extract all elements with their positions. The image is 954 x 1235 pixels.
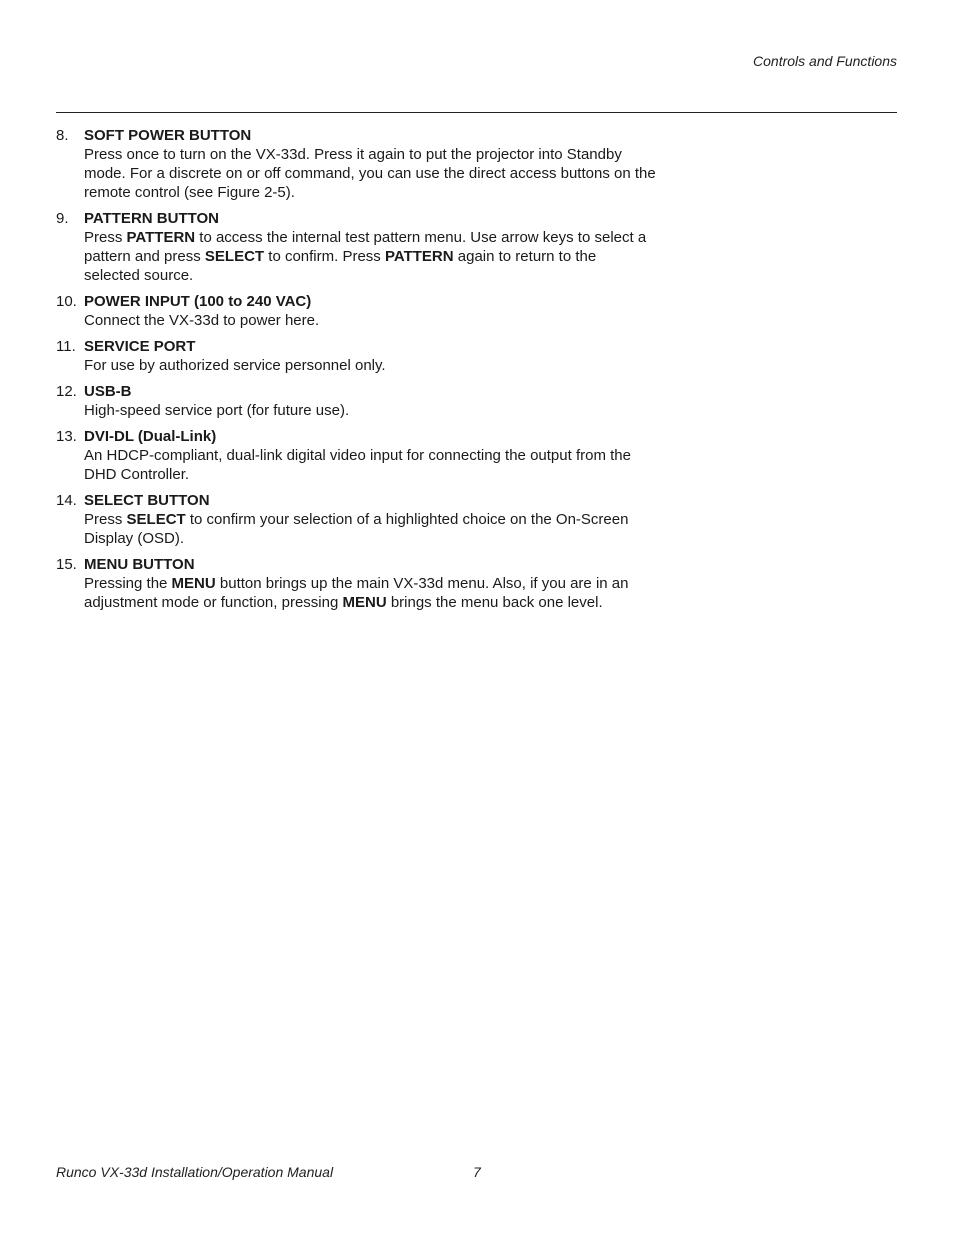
- running-header: Controls and Functions: [753, 53, 897, 69]
- item-number: 13.: [56, 428, 77, 445]
- description-text: again to return to the selected source.: [84, 248, 597, 284]
- footer-manual-title: Runco VX-33d Installation/Operation Manual: [56, 1164, 334, 1180]
- item-title: PATTERN BUTTON: [84, 210, 219, 227]
- item-description: [84, 356, 656, 375]
- description-text: to confirm. Press: [264, 248, 385, 265]
- item-number: 11.: [56, 338, 76, 355]
- item-description: [84, 228, 656, 285]
- header-divider: [56, 112, 897, 113]
- item-number: 12.: [56, 383, 77, 400]
- item-description: [84, 311, 656, 330]
- emphasized-term: MENU: [171, 575, 216, 592]
- item-title: SERVICE PORT: [84, 338, 196, 355]
- item-number: 14.: [56, 492, 77, 509]
- item-number: 9.: [56, 210, 69, 227]
- numbered-list: [56, 126, 656, 619]
- description-text: Press: [84, 229, 127, 246]
- emphasized-term: SELECT: [126, 511, 186, 528]
- description-text: For use by authorized service personnel only.: [84, 357, 386, 374]
- description-text: to confirm your selection of a highlighted choice on the On-Screen Display (OSD).: [84, 511, 629, 547]
- item-description: [84, 145, 656, 202]
- description-text: button brings up the main VX-33d menu. Also, if you are in an adjustment mode or function, pressing: [84, 575, 629, 611]
- list-item: [56, 292, 656, 330]
- list-item: [56, 555, 656, 612]
- item-description: [84, 510, 656, 548]
- list-item: [56, 337, 656, 375]
- emphasized-term: PATTERN: [384, 248, 454, 265]
- item-number: 10.: [56, 293, 77, 310]
- page-number: 7: [473, 1164, 481, 1180]
- item-description: [84, 401, 656, 420]
- item-title: POWER INPUT (100 to 240 VAC): [84, 293, 312, 310]
- description-text: Press once to turn on the VX-33d. Press it again to put the projector into Standby mode. For a discrete on or off command, you can use the direct access buttons on the remote control (see Figure 2-5).: [84, 146, 656, 201]
- description-text: to access the internal test pattern menu. Use arrow keys to select a pattern and press: [84, 229, 647, 265]
- emphasized-term: SELECT: [204, 248, 265, 265]
- list-item: [56, 491, 656, 548]
- item-title: SELECT BUTTON: [84, 492, 210, 509]
- item-title: MENU BUTTON: [84, 556, 195, 573]
- item-title: SOFT POWER BUTTON: [84, 127, 252, 144]
- item-title: USB-B: [84, 383, 132, 400]
- item-title: DVI-DL (Dual-Link): [84, 428, 217, 445]
- item-description: [84, 574, 656, 612]
- list-item: [56, 427, 656, 484]
- description-text: Pressing the: [84, 575, 172, 592]
- description-text: Connect the VX-33d to power here.: [84, 312, 320, 329]
- item-number: 15.: [56, 556, 77, 573]
- emphasized-term: MENU: [342, 594, 387, 611]
- description-text: brings the menu back one level.: [386, 594, 603, 611]
- item-description: [84, 446, 656, 484]
- list-item: [56, 126, 656, 202]
- description-text: Press: [84, 511, 127, 528]
- emphasized-term: PATTERN: [126, 229, 196, 246]
- description-text: An HDCP-compliant, dual-link digital video input for connecting the output from the DHD Controller.: [84, 447, 631, 483]
- item-number: 8.: [56, 127, 69, 144]
- description-text: High-speed service port (for future use).: [84, 402, 350, 419]
- list-item: [56, 209, 656, 285]
- list-item: [56, 382, 656, 420]
